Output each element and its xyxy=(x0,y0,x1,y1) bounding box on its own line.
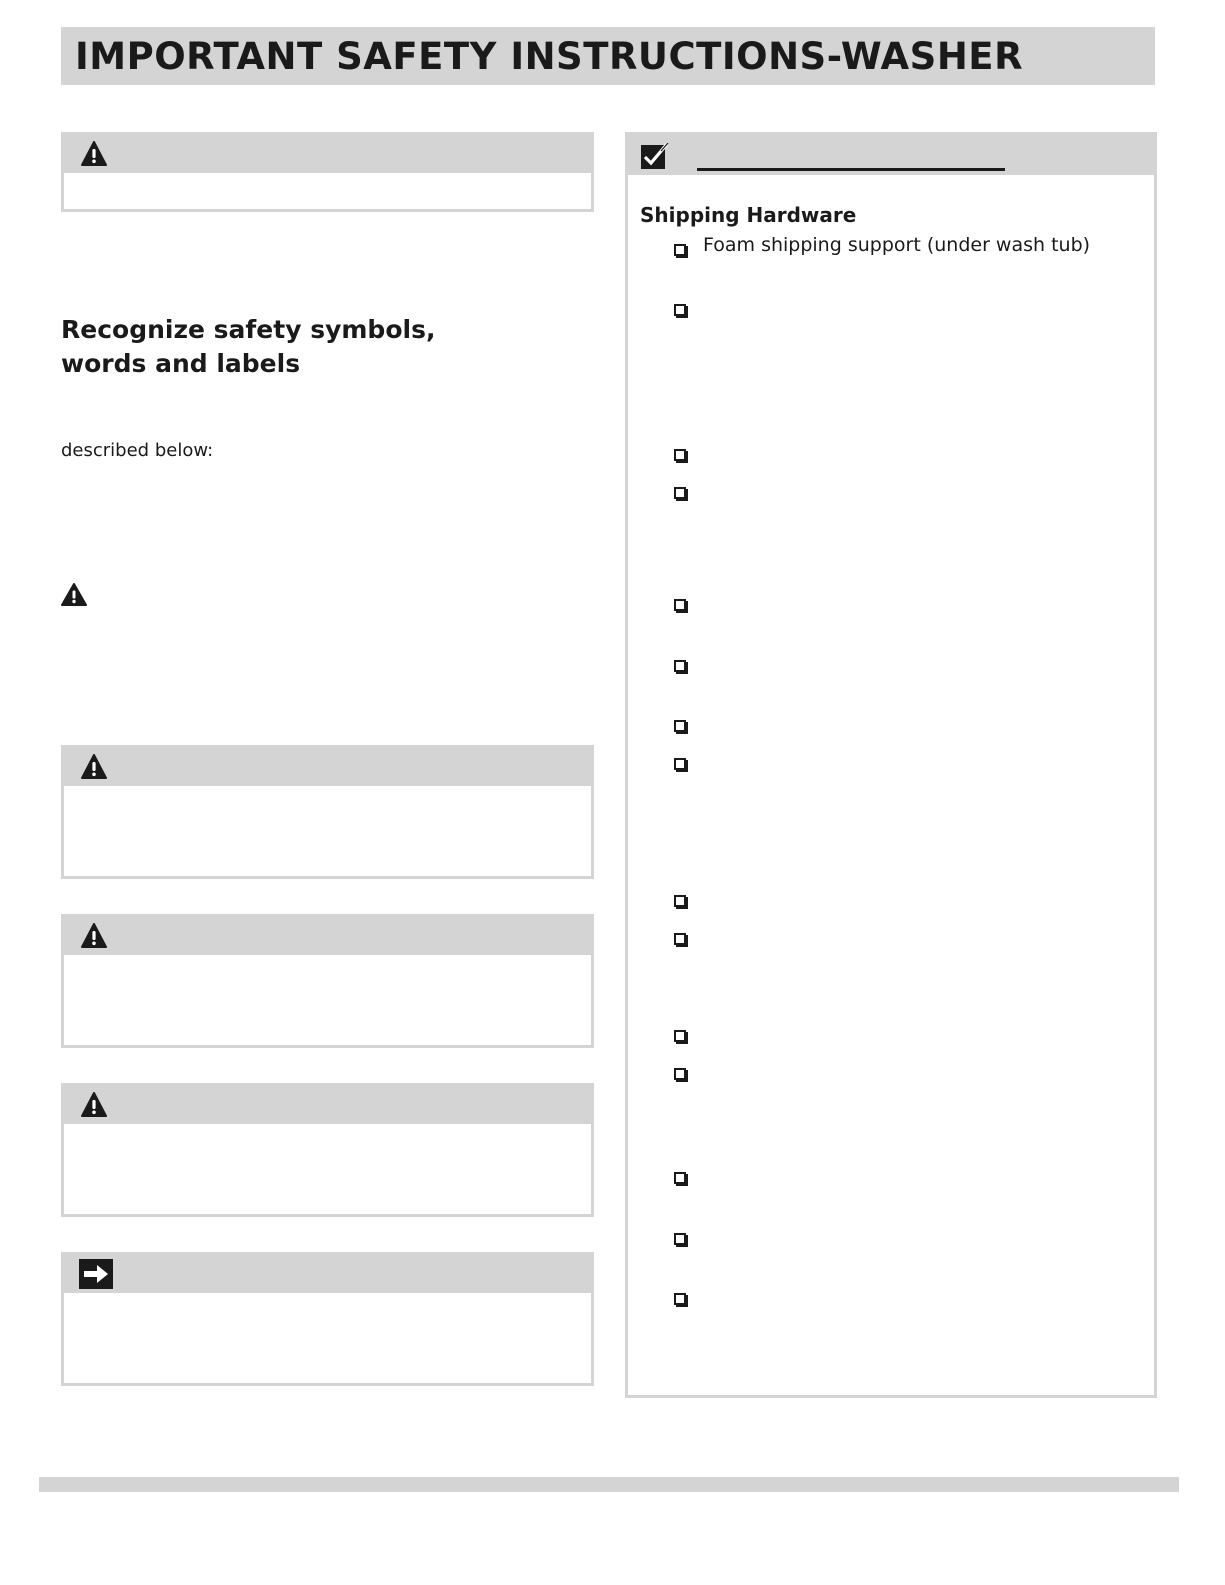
warning-triangle-icon xyxy=(81,141,107,167)
checklist-item-label: Foam shipping support (under wash tub) xyxy=(703,234,1091,256)
checklist-checkbox[interactable] xyxy=(674,933,686,945)
checklist-header xyxy=(628,135,1154,175)
warning-box-2 xyxy=(61,745,594,879)
shipping-hardware-heading: Shipping Hardware xyxy=(640,203,857,227)
warning-box-header xyxy=(64,135,591,173)
checklist-checkbox[interactable] xyxy=(674,244,686,256)
warning-triangle-icon xyxy=(61,583,87,607)
checklist-checkbox[interactable] xyxy=(674,1172,686,1184)
warning-triangle-icon xyxy=(81,1092,107,1118)
page-title: IMPORTANT SAFETY INSTRUCTIONS-WASHER xyxy=(75,35,1024,78)
checklist-checkbox[interactable] xyxy=(674,758,686,770)
checklist-panel xyxy=(625,132,1157,1398)
warning-box-header xyxy=(64,1086,591,1124)
checklist-checkbox[interactable] xyxy=(674,660,686,672)
note-box xyxy=(61,1252,594,1386)
checklist-checkbox[interactable] xyxy=(674,487,686,499)
checklist-checkbox[interactable] xyxy=(674,449,686,461)
checklist-checkbox[interactable] xyxy=(674,1030,686,1042)
note-box-header xyxy=(64,1255,591,1293)
checklist-checkbox[interactable] xyxy=(674,1293,686,1305)
checklist-checkbox[interactable] xyxy=(674,599,686,611)
checklist-checkbox[interactable] xyxy=(674,304,686,316)
title-bar xyxy=(61,27,1155,85)
checklist-checkbox[interactable] xyxy=(674,1233,686,1245)
warning-box-4 xyxy=(61,1083,594,1217)
header-underline xyxy=(697,168,1005,171)
footer-bar xyxy=(39,1477,1179,1492)
warning-triangle-icon xyxy=(81,754,107,780)
warning-triangle-icon xyxy=(81,923,107,949)
section-heading: Recognize safety symbols, words and labels xyxy=(61,315,436,378)
arrow-right-icon xyxy=(79,1259,113,1289)
checklist-checkbox[interactable] xyxy=(674,895,686,907)
warning-box-header xyxy=(64,748,591,786)
checkmark-icon xyxy=(641,143,669,169)
checklist-checkbox[interactable] xyxy=(674,1068,686,1080)
checklist-checkbox[interactable] xyxy=(674,720,686,732)
warning-box-header xyxy=(64,917,591,955)
warning-box-3 xyxy=(61,914,594,1048)
described-below-text: described below: xyxy=(61,440,214,461)
warning-box-1 xyxy=(61,132,594,212)
